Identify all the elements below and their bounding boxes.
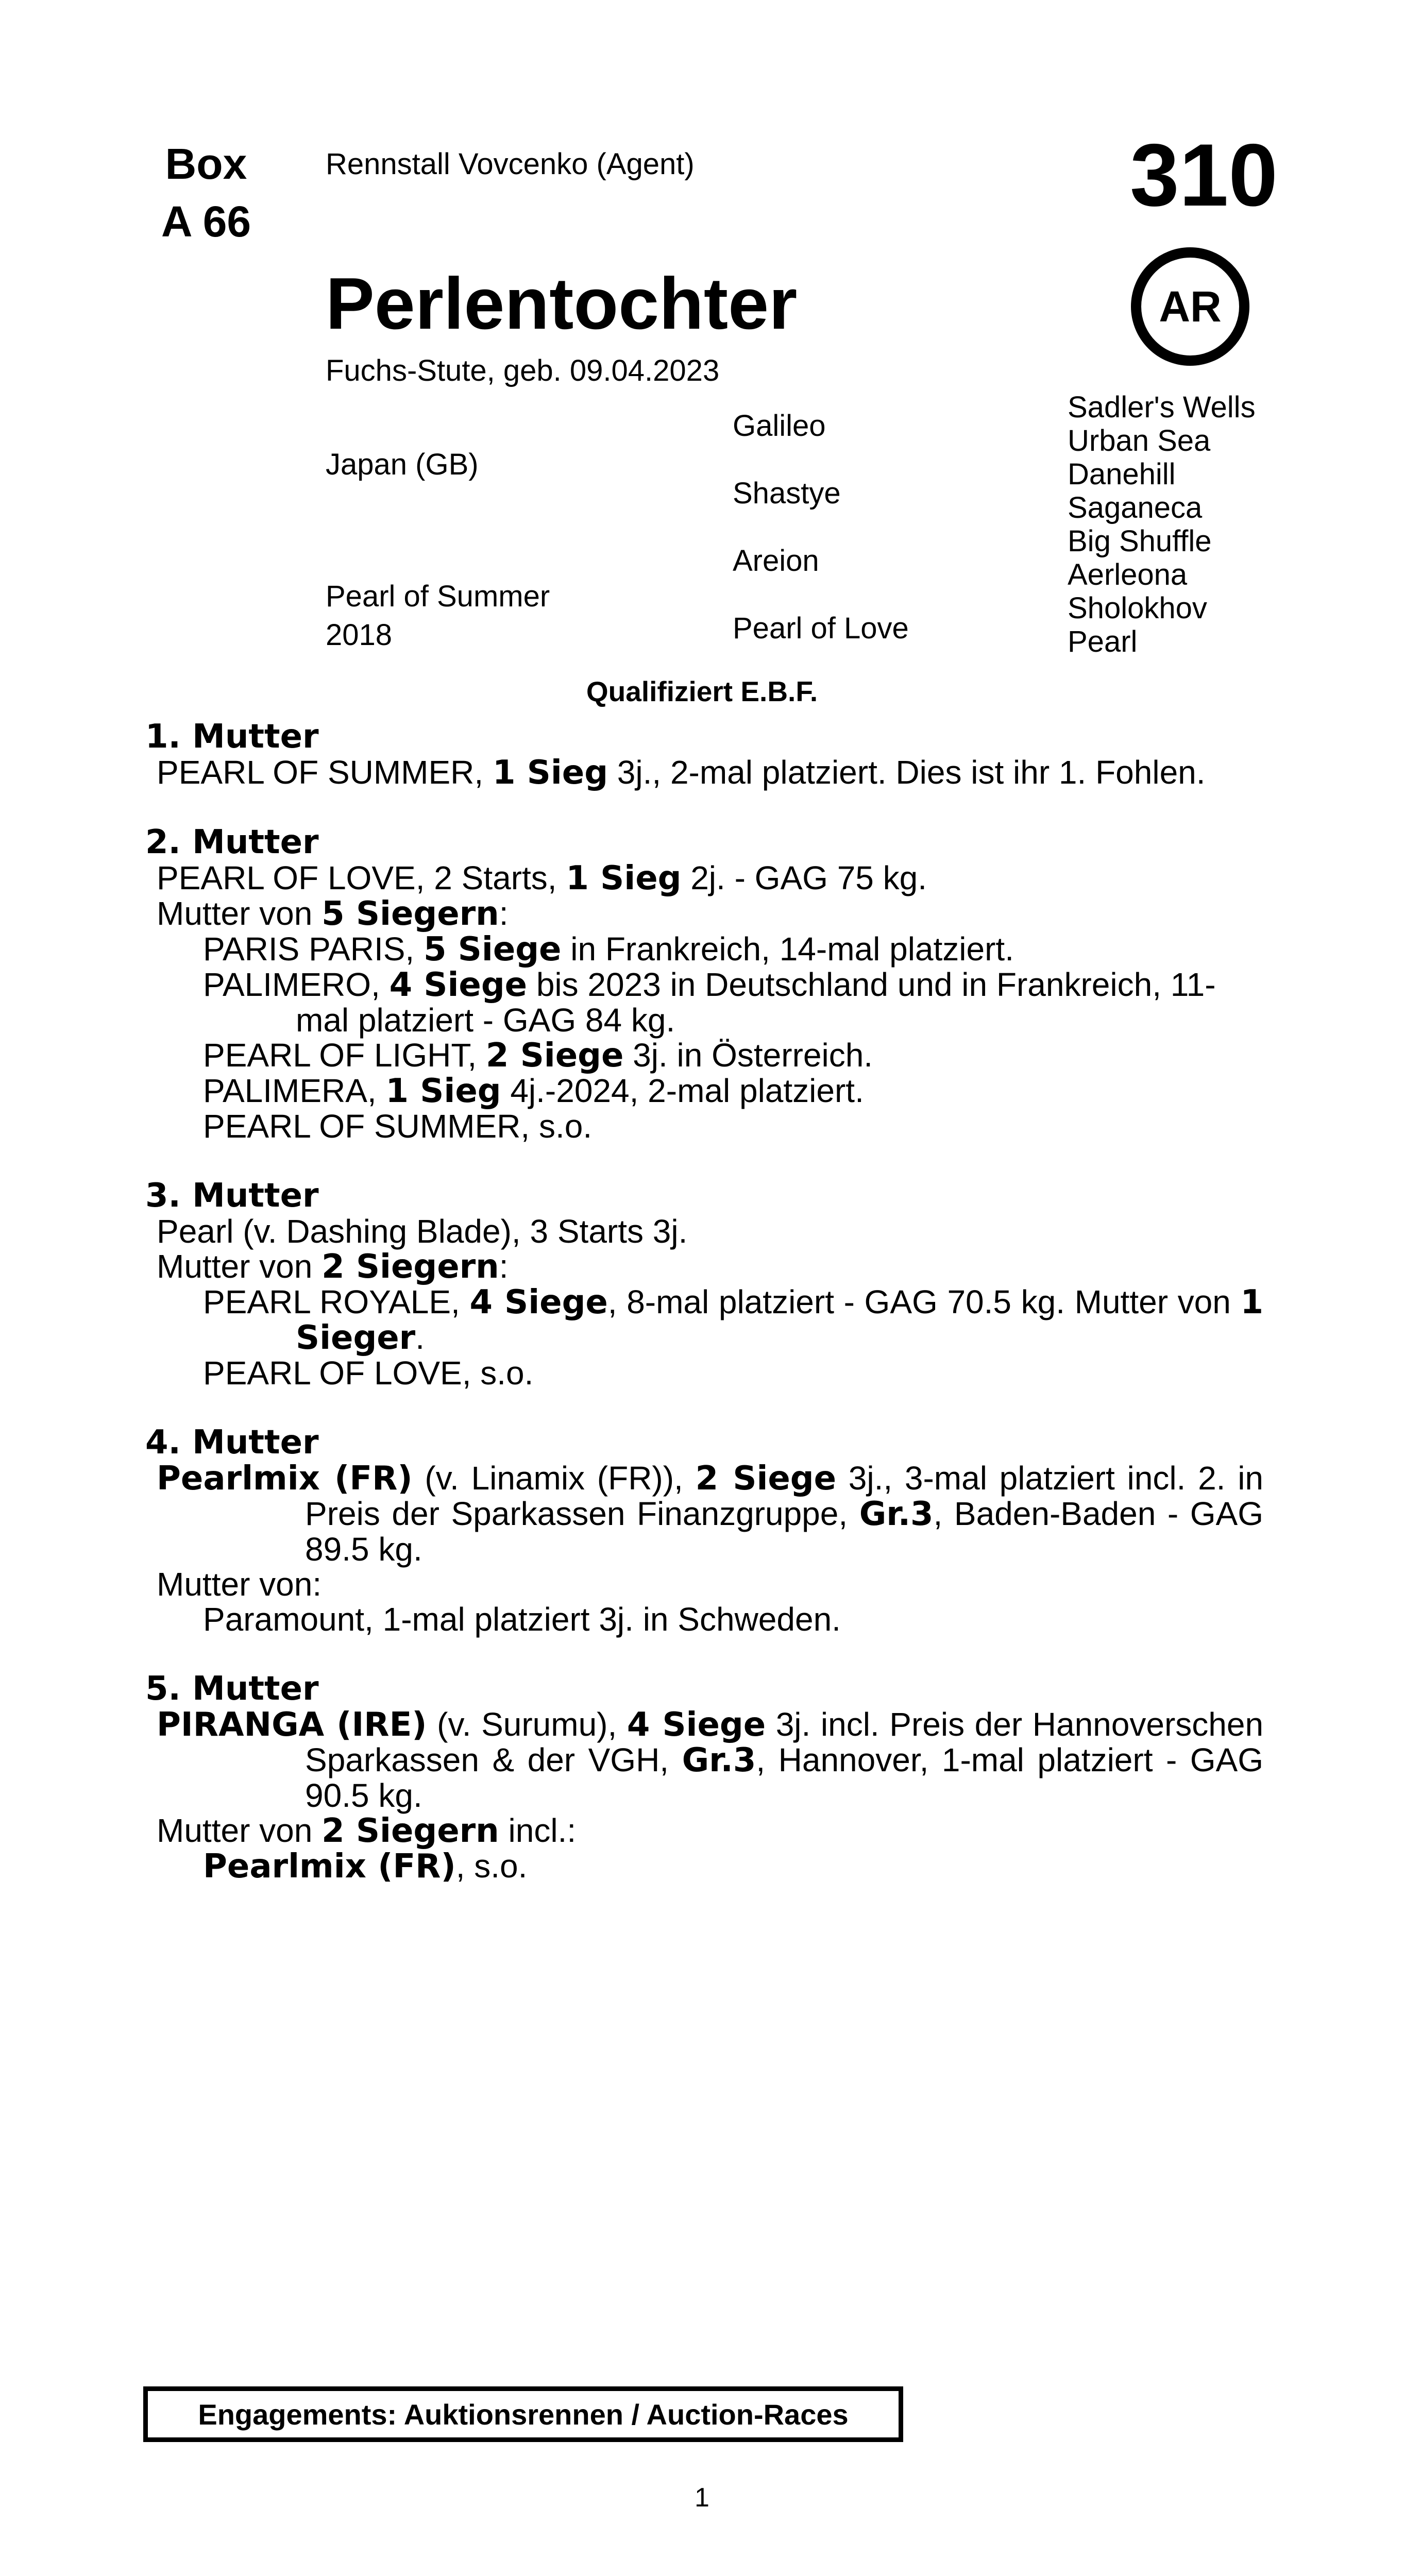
- pedigree-gen3-item: Saganeca: [1068, 491, 1203, 524]
- box-line-2: A 66: [161, 197, 251, 246]
- ar-badge: [1131, 247, 1249, 366]
- pedigree-gen3-item: Sadler's Wells: [1068, 391, 1256, 424]
- engagements-label: Engagements: Auktionsrennen / Auction-Races: [198, 2398, 849, 2431]
- section-title-mutter-4: 4. Mutter: [145, 1423, 319, 1462]
- mutter-5-record: PIRANGA (IRE) (v. Surumu), 4 Siege 3j. incl. Preis der Hannoverschen Sparkassen & der VGH, Gr.3, Hannover, 1-mal platziert - GAG 90.5 kg.: [157, 1706, 1264, 1814]
- pedigree-gen3-item: Sholokhov: [1068, 591, 1207, 625]
- ar-badge-label: AR: [1159, 282, 1222, 331]
- qualification: Qualifiziert E.B.F.: [586, 675, 818, 707]
- box-label: [139, 135, 273, 250]
- offspring-item: PEARL OF SUMMER, s.o.: [203, 1108, 593, 1145]
- offspring-item: Pearlmix (FR), s.o.: [203, 1848, 528, 1886]
- pedigree-sire: Japan (GB): [326, 448, 479, 481]
- mutter-4-record: Pearlmix (FR) (v. Linamix (FR)), 2 Siege 3j., 3-mal platziert incl. 2. in Preis der Sparkassen Finanzgruppe, Gr.3, Baden-Baden - GAG 89.5 kg.: [157, 1460, 1264, 1568]
- mutter-4-mother-of: Mutter von:: [157, 1566, 322, 1603]
- pedigree-gen2-dam-dam: Pearl of Love: [733, 612, 909, 645]
- maternal-family: [145, 719, 1263, 1884]
- pedigree-gen3-item: Big Shuffle: [1068, 524, 1212, 558]
- pedigree-gen3-item: Danehill: [1068, 457, 1176, 491]
- offspring-item: PARIS PARIS, 5 Siege in Frankreich, 14-mal platziert.: [203, 930, 1014, 969]
- pedigree-gen3-item: Urban Sea: [1068, 424, 1211, 457]
- section-title-mutter-1: 1. Mutter: [145, 718, 319, 756]
- mutter-3-mother-of: Mutter von 2 Siegern:: [157, 1248, 509, 1286]
- section-title-mutter-2: 2. Mutter: [145, 823, 319, 861]
- pedigree-gen3: [1068, 391, 1256, 658]
- engagements-box: [143, 2386, 903, 2442]
- offspring-item: PEARL OF LIGHT, 2 Siege 3j. in Österreich.: [203, 1037, 873, 1075]
- pedigree-dam-name: Pearl of Summer: [326, 580, 550, 613]
- section-title-mutter-5: 5. Mutter: [145, 1670, 319, 1708]
- offspring-item: PALIMERA, 1 Sieg 4j.-2024, 2-mal platziert.: [203, 1072, 864, 1110]
- offspring-item: PEARL ROYALE, 4 Siege, 8-mal platziert - GAG 70.5 kg. Mutter von 1 Sieger.: [203, 1283, 1264, 1357]
- pedigree-gen3-item: Aerleona: [1068, 558, 1188, 591]
- pedigree-gen2-sire-dam: Shastye: [733, 477, 841, 510]
- page-number: 1: [695, 2483, 709, 2513]
- horse-name: Perlentochter: [326, 263, 798, 345]
- box-line-1: Box: [165, 140, 247, 188]
- lot-number: 310: [1130, 126, 1278, 225]
- section-title-mutter-3: 3. Mutter: [145, 1177, 319, 1215]
- pedigree-dam: [326, 577, 550, 654]
- mutter-1-record: PEARL OF SUMMER, 1 Sieg 3j., 2-mal platziert. Dies ist ihr 1. Fohlen.: [157, 754, 1206, 792]
- pedigree-gen2-dam-sire: Areion: [733, 544, 819, 578]
- mutter-3-record: Pearl (v. Dashing Blade), 3 Starts 3j.: [157, 1213, 688, 1250]
- owner: Rennstall Vovcenko (Agent): [326, 147, 695, 181]
- pedigree-gen3-item: Pearl: [1068, 625, 1138, 658]
- mutter-5-mother-of: Mutter von 2 Siegern incl.:: [157, 1812, 577, 1850]
- offspring-item: PEARL OF LOVE, s.o.: [203, 1354, 534, 1392]
- pedigree-gen2-sire-sire: Galileo: [733, 409, 826, 443]
- horse-description: Fuchs-Stute, geb. 09.04.2023: [326, 354, 720, 387]
- offspring-item: Paramount, 1-mal platziert 3j. in Schweden.: [203, 1601, 841, 1638]
- mutter-2-mother-of: Mutter von 5 Siegern:: [157, 895, 509, 933]
- offspring-item: PALIMERO, 4 Siege bis 2023 in Deutschland und in Frankreich, 11-mal platziert - GAG 84 kg.: [203, 966, 1216, 1039]
- mutter-2-record: PEARL OF LOVE, 2 Starts, 1 Sieg 2j. - GAG 75 kg.: [157, 859, 927, 897]
- pedigree-dam-year: 2018: [326, 618, 393, 652]
